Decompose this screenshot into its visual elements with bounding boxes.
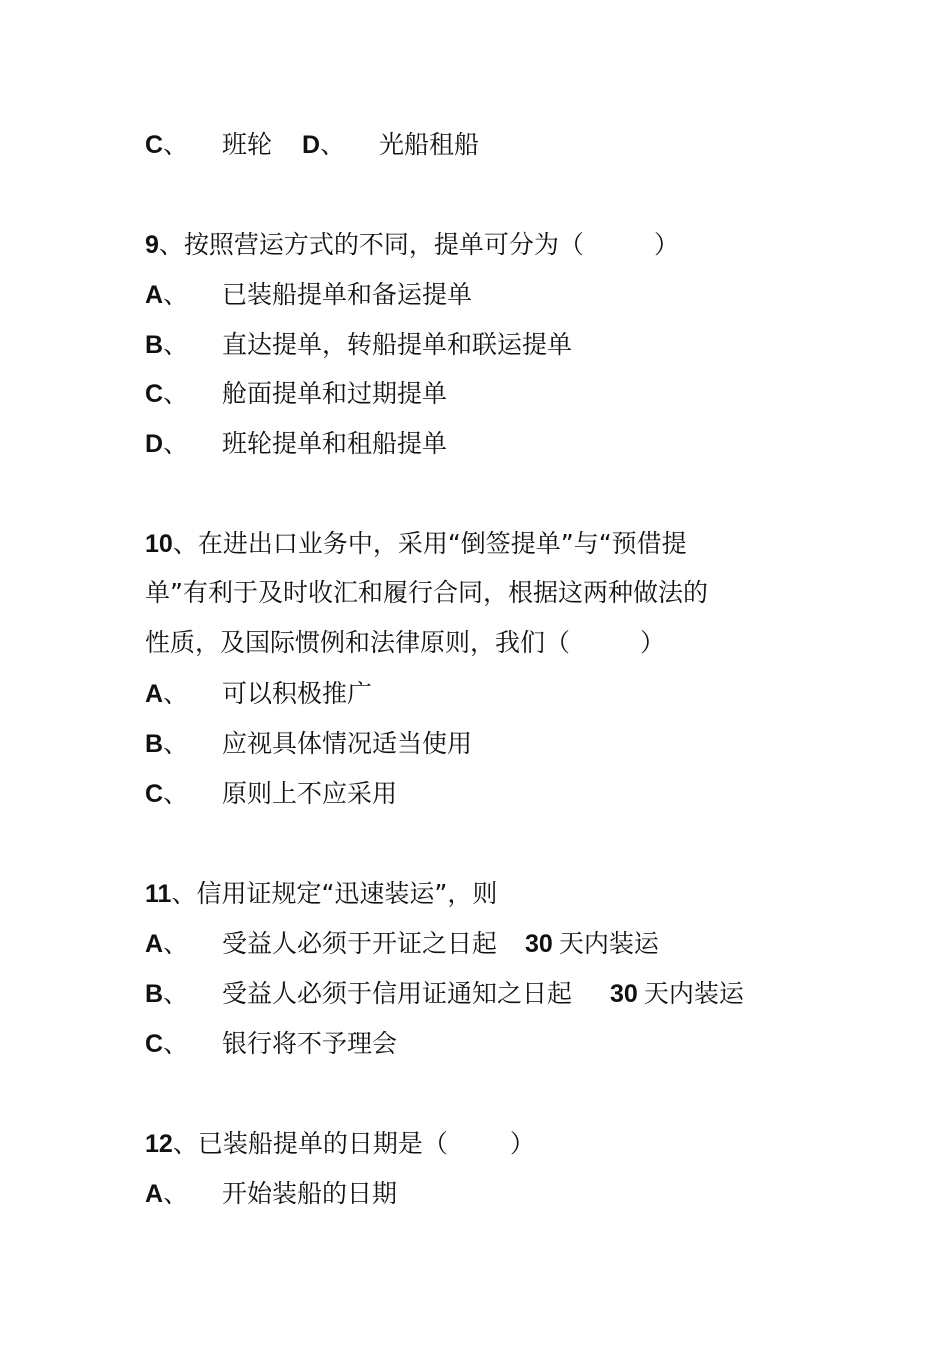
question-10-line-2 (145, 578, 708, 608)
option-text: 已装船提单和备运提单 (222, 280, 473, 309)
question-10-option-c: C、 原则上不应采用 (145, 779, 398, 808)
question-9-option-b: B、 直达提单，转船提单和联运提单 (145, 330, 573, 359)
question-11-option-c: C、 银行将不予理会 (145, 1029, 398, 1058)
question-9-option-a: A、 已装船提单和备运提单 (145, 280, 473, 309)
option-text: 可以积极推广 (222, 679, 373, 708)
option-text: 银行将不予理会 (222, 1029, 398, 1058)
question-12-option-a: A、 开始装船的日期 (145, 1179, 398, 1208)
question-text: 已装船提单的日期是（ (197, 1129, 448, 1158)
question-text: 性质，及国际惯例和法律原则，我们（ (145, 628, 571, 657)
option-text-2: 天内装运 (558, 929, 659, 958)
question-10-option-a: A、 可以积极推广 (145, 679, 373, 708)
question-text: 在进出口业务中，采用“倒签提单”与“预借提 (197, 529, 687, 558)
question-number: 10 (145, 530, 173, 558)
question-12: 12、已装船提单的日期是（ ） (145, 1129, 535, 1158)
option-text: 受益人必须于开证之日起 (222, 929, 498, 958)
question-11-option-b: B、 受益人必须于信用证通知之日起 30 天内装运 (145, 979, 744, 1008)
question-text: 单”有利于及时收汇和履行合同，根据这两种做法的 (145, 578, 708, 607)
question-number: 11 (145, 880, 172, 908)
option-text: 原则上不应采用 (222, 779, 398, 808)
option-number: 30 (610, 980, 638, 1008)
option-number: 30 (525, 930, 553, 958)
question-9: 9、按照营运方式的不同，提单可分为（ ） (145, 230, 679, 259)
question-10-line-3 (145, 628, 665, 658)
option-text: 受益人必须于信用证通知之日起 (222, 979, 573, 1008)
option-text: 直达提单，转船提单和联运提单 (222, 330, 573, 359)
question-close-paren: ） (509, 1129, 535, 1158)
question-10-line-1: 10、在进出口业务中，采用“倒签提单”与“预借提 (145, 529, 687, 558)
question-9-option-d: D、 班轮提单和租船提单 (145, 429, 448, 458)
option-text: 开始装船的日期 (222, 1179, 398, 1208)
option-text: 舱面提单和过期提单 (222, 379, 448, 408)
question-close-paren: ） (640, 628, 666, 657)
question-close-paren: ） (653, 230, 679, 259)
option-text-2: 天内装运 (643, 979, 744, 1008)
option-c-letter: C、 (145, 130, 189, 159)
question-number: 9 (145, 231, 159, 259)
option-text: 班轮提单和租船提单 (222, 429, 448, 458)
options-line-c-d (145, 130, 479, 160)
question-11-option-a: A、 受益人必须于开证之日起 30 天内装运 (145, 929, 659, 958)
option-d-letter: D、 (302, 130, 346, 159)
question-10-option-b: B、 应视具体情况适当使用 (145, 729, 473, 758)
question-9-option-c: C、 舱面提单和过期提单 (145, 379, 448, 408)
question-11: 11、信用证规定“迅速装运”，则 (145, 879, 498, 908)
question-number: 12 (145, 1130, 173, 1158)
question-text: 信用证规定“迅速装运”，则 (196, 879, 498, 908)
question-text: 按照营运方式的不同，提单可分为（ (183, 230, 584, 259)
option-text: 应视具体情况适当使用 (222, 729, 473, 758)
option-c-text: 班轮 (222, 130, 273, 159)
option-d-text: 光船租船 (379, 130, 480, 159)
